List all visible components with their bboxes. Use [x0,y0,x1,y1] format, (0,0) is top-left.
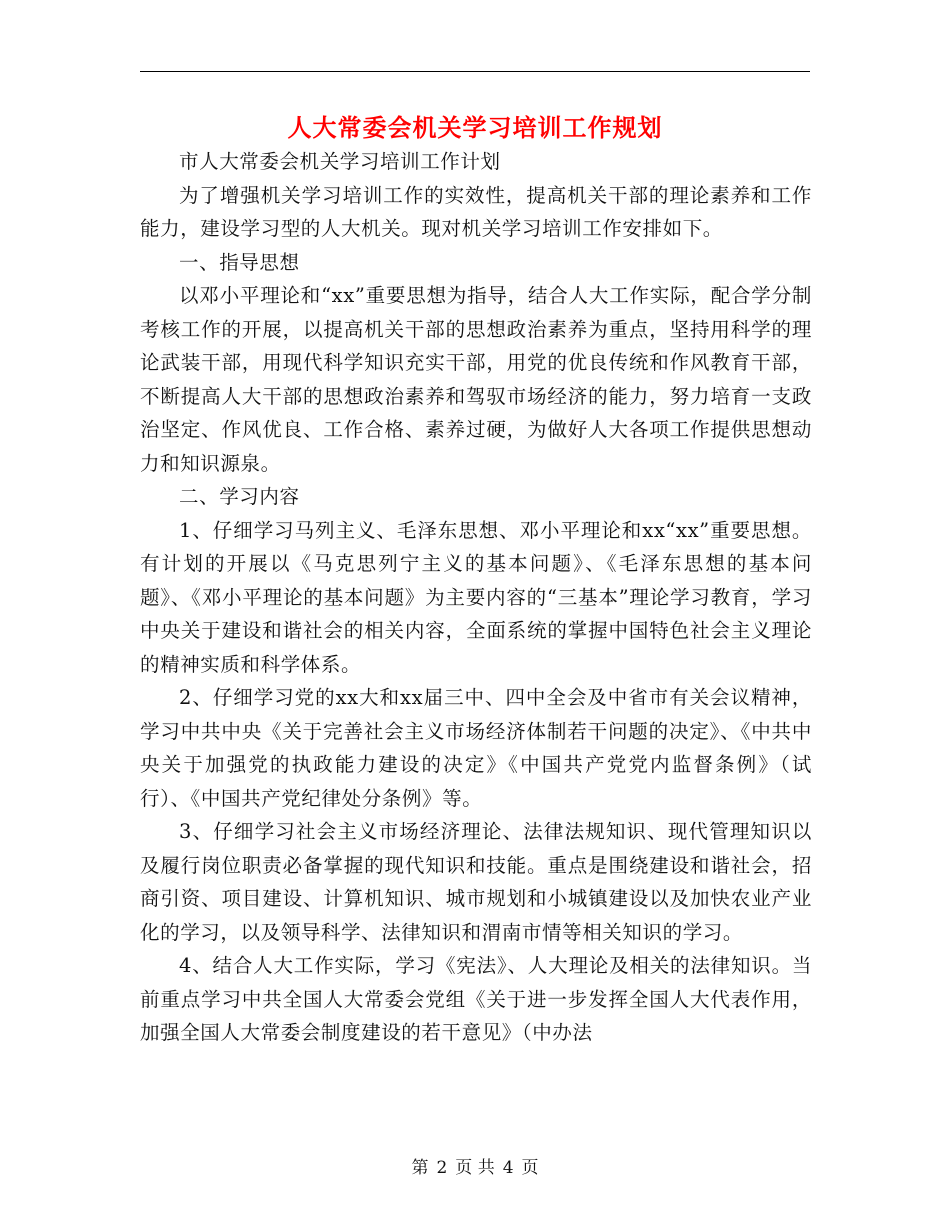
document-title: 人大常委会机关学习培训工作规划 [287,113,663,142]
footer-total-pages: 4 [502,1158,514,1178]
header-rule [140,71,810,72]
study-item-1: 1、仔细学习马列主义、毛泽东思想、邓小平理论和xx“xx”重要思想。有计划的开展以《马克思列宁主义的基本问题》、《毛泽东思想的基本问题》、《邓小平理论的基本问题》为主要内容的“三基本”理论学习教育，学习中央关于建设和谐社会的相关内容，全面系统的掌握中国特色社会主义理论的精神实质和科学体系。 [140,518,812,676]
footer-page-number: 2 [436,1158,448,1178]
study-item-3: 3、仔细学习社会主义市场经济理论、法律法规知识、现代管理知识以及履行岗位职责必备掌握的现代知识和技能。重点是围绕建设和谐社会，招商引资、项目建设、计算机知识、城市规划和小城镇建设以及加快农业产业化的学习，以及领导科学、法律知识和渭南市情等相关知识的学习。 [140,820,812,944]
study-item-4: 4、结合人大工作实际，学习《宪法》、人大理论及相关的法律知识。当前重点学习中共全国人大常委会党组《关于进一步发挥全国人大代表作用，加强全国人大常委会制度建设的若干意见》（中办法 [140,954,812,1044]
subtitle-paragraph: 市人大常委会机关学习培训工作计划 [179,150,501,173]
section-heading-guiding-ideology: 一、指导思想 [179,250,300,274]
document-body [140,145,812,1050]
intro-paragraph: 为了增强机关学习培训工作的实效性，提高机关干部的理论素养和工作能力，建设学习型的人大机关。现对机关学习培训工作安排如下。 [140,183,812,240]
footer-prefix: 第 [411,1158,429,1178]
study-item-2: 2、仔细学习党的xx大和xx届三中、四中全会及中省市有关会议精神，学习中共中央《关于完善社会主义市场经济体制若干问题的决定》、《中共中央关于加强党的执政能力建设的决定》《中国共产党党内监督条例》（试行）、《中国共产党纪律处分条例》等。 [140,686,812,810]
guiding-ideology-paragraph: 以邓小平理论和“xx”重要思想为指导，结合人大工作实际，配合学分制考核工作的开展，以提高机关干部的思想政治素养为重点，坚持用科学的理论武装干部，用现代科学知识充实干部，用党的优良传统和作风教育干部，不断提高人大干部的思想政治素养和驾驭市场经济的能力，努力培育一支政治坚定、作风优良、工作合格、素养过硬，为做好人大各项工作提供思想动力和知识源泉。 [140,284,812,475]
footer-suffix: 页 [521,1158,539,1178]
section-heading-study-content: 二、学习内容 [179,485,300,508]
footer-middle: 页 共 [455,1158,495,1178]
page-footer [0,1153,950,1178]
